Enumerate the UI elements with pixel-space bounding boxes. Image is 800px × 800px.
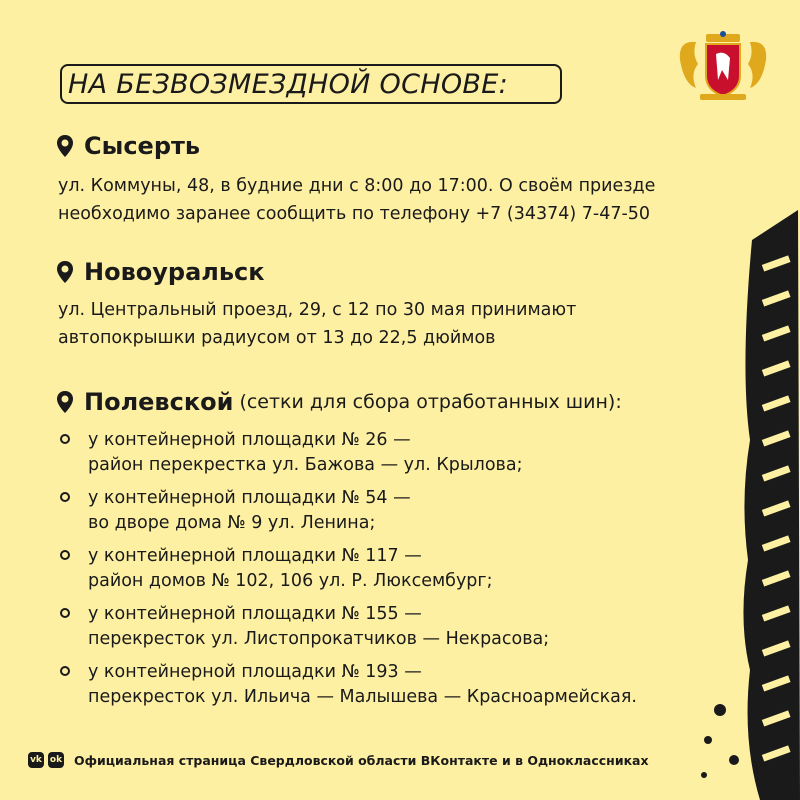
city-polevskoy-heading bbox=[56, 388, 622, 416]
footer-text: Официальная страница Свердловской области ВКонтакте и в Одноклассниках bbox=[74, 752, 649, 768]
list-item-line-1: у контейнерной площадки № 117 — bbox=[88, 546, 422, 566]
novouralsk-line-1: ул. Центральный проезд, 29, с 12 по 30 мая принимают bbox=[58, 300, 577, 320]
header-box bbox=[60, 64, 562, 104]
novouralsk-line-2: автопокрышки радиусом от 13 до 22,5 дюймов bbox=[58, 328, 496, 348]
list-item-line-2: перекресток ул. Ильича — Малышева — Красноармейская. bbox=[88, 687, 637, 707]
coat-of-arms-emblem bbox=[676, 30, 770, 104]
list-item bbox=[60, 602, 549, 652]
city-novouralsk-heading bbox=[56, 258, 265, 286]
sysert-description bbox=[58, 172, 655, 228]
novouralsk-description bbox=[58, 296, 576, 352]
location-pin-icon bbox=[56, 134, 74, 158]
footer bbox=[28, 752, 649, 768]
sysert-line-1: ул. Коммуны, 48, в будние дни с 8:00 до 17:00. О своём приезде bbox=[58, 176, 656, 196]
list-item bbox=[60, 544, 493, 594]
list-item-line-1: у контейнерной площадки № 26 — bbox=[88, 430, 411, 450]
list-item bbox=[60, 660, 637, 710]
list-item-line-1: у контейнерной площадки № 155 — bbox=[88, 604, 422, 624]
bullet-icon bbox=[60, 492, 70, 502]
location-pin-icon bbox=[56, 390, 74, 414]
list-item-line-1: у контейнерной площадки № 54 — bbox=[88, 488, 411, 508]
bullet-icon bbox=[60, 666, 70, 676]
city-name: Сысерть bbox=[84, 132, 201, 160]
location-pin-icon bbox=[56, 260, 74, 284]
list-item-line-2: во дворе дома № 9 ул. Ленина; bbox=[88, 513, 376, 533]
sysert-line-2: необходимо заранее сообщить по телефону +7 (34374) 7-47-50 bbox=[58, 204, 651, 224]
city-sysert-heading bbox=[56, 132, 200, 160]
bullet-icon bbox=[60, 608, 70, 618]
list-item-line-2: район домов № 102, 106 ул. Р. Люксембург; bbox=[88, 571, 493, 591]
list-item-line-2: район перекрестка ул. Бажова — ул. Крылова; bbox=[88, 455, 523, 475]
list-item bbox=[60, 486, 411, 536]
list-item bbox=[60, 428, 523, 478]
list-item-line-1: у контейнерной площадки № 193 — bbox=[88, 662, 422, 682]
city-name: Новоуральск bbox=[84, 258, 265, 286]
bullet-icon bbox=[60, 550, 70, 560]
city-name: Полевской bbox=[84, 388, 234, 416]
header-title: НА БЕЗВОЗМЕЗДНОЙ ОСНОВЕ: bbox=[68, 69, 508, 100]
bullet-icon bbox=[60, 434, 70, 444]
list-item-line-2: перекресток ул. Листопрокатчиков — Некрасова; bbox=[88, 629, 550, 649]
ok-icon[interactable]: ok bbox=[48, 752, 64, 768]
city-note: (сетки для сбора отработанных шин): bbox=[239, 391, 622, 413]
vk-icon[interactable]: vk bbox=[28, 752, 44, 768]
tire-track-decoration bbox=[690, 200, 800, 800]
